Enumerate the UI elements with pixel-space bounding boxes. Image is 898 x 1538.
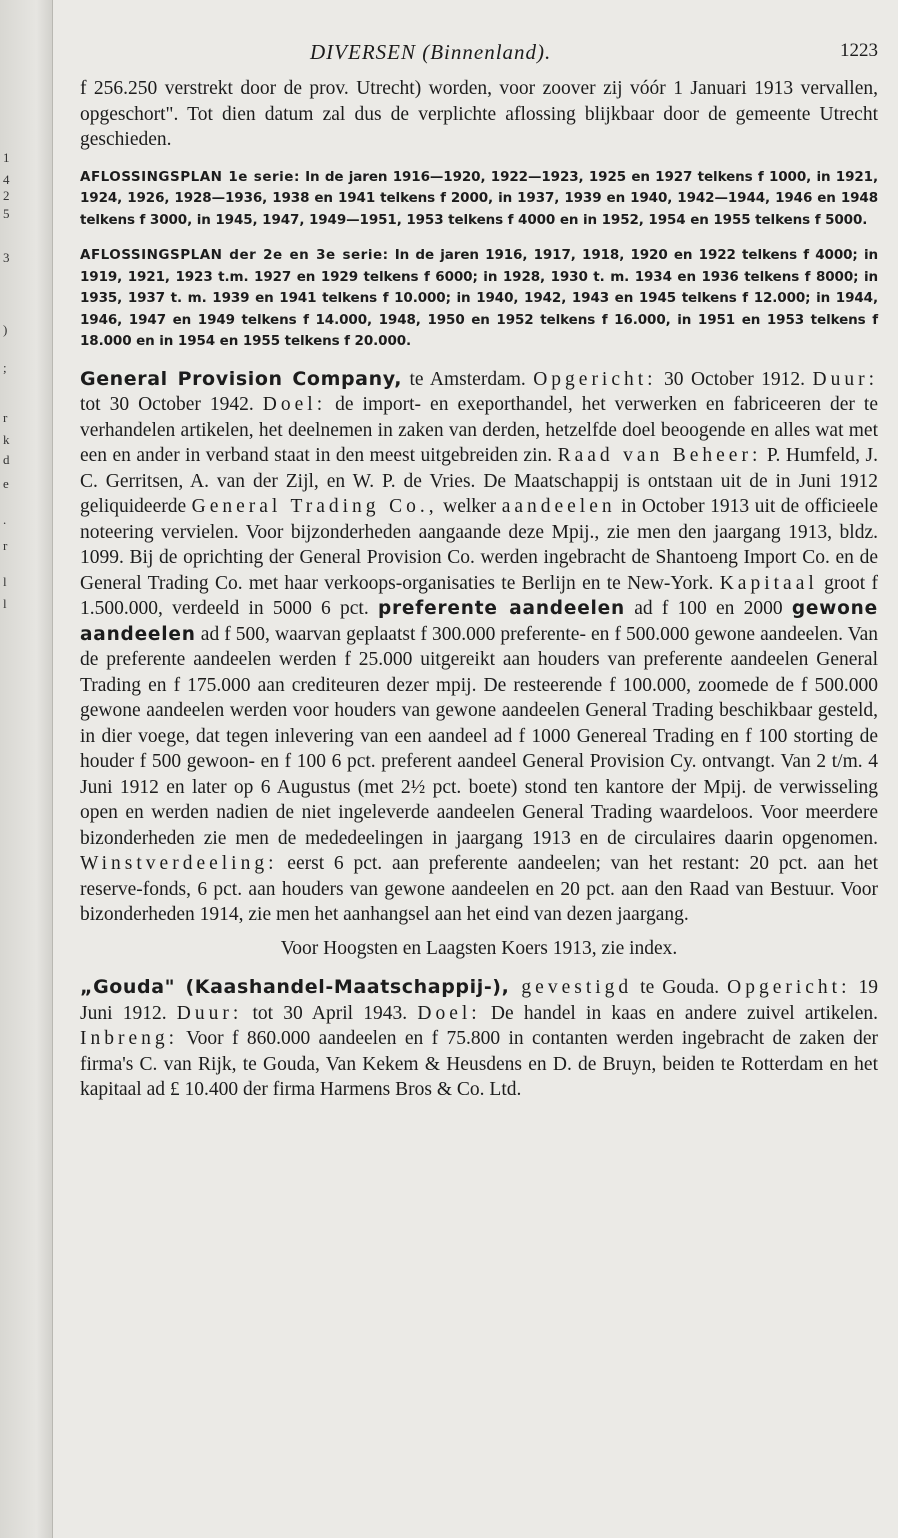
text-run: P. Humfeld, J. C. Gerritsen, A. van der Zijl, en W. P. de Vries. De Maatschappij is ontstaan uit de in Juni 1912 geliquideerde xyxy=(80,445,878,517)
plan-text: In de jaren 1916—1920, 1922—1923, 1925 en 1927 telkens f 1000, in 1921, 1924, 1926, 1928—1936, 1938 en 1941 telkens f 2000, in 1937, 1939 en 1940, 1942—1944, 1946 en 1948 telkens f 3000, in 1945, 1947, 1949—1951, 1953 telkens f 4000 en in 1952, 1954 en 1955 telkens f 5000. xyxy=(80,168,878,228)
label-inbreng: Inbreng: xyxy=(80,1028,179,1049)
text-run: eerst 6 pct. aan preferente aandeelen; van het restant: 20 pct. aan het reserve-fonds, 6 pct. aan houders van gewone aandeelen en 20 pct. aan den Raad van Bestuur. Voor bizonderheden 1914, zie men het aanhangsel aan het eind van dezen jaargang. xyxy=(80,853,878,925)
margin-glyph: r xyxy=(3,410,8,425)
page-number: 1223 xyxy=(840,40,878,61)
margin-glyph: l xyxy=(3,574,7,589)
text-run: De handel in kaas en andere zuivel artikelen. xyxy=(480,1002,878,1024)
margin-glyph: 2 xyxy=(3,188,10,203)
margin-glyph: ; xyxy=(3,360,7,375)
page-content xyxy=(80,40,878,1103)
text-run: ad f 100 en 2000 xyxy=(625,598,792,619)
entry-text xyxy=(80,975,878,1103)
plan-lead: AFLOSSINGSPLAN 1e serie: xyxy=(80,168,300,185)
entry-general-provision xyxy=(80,367,878,962)
entry-text xyxy=(80,367,878,928)
margin-glyph: r xyxy=(3,538,8,553)
margin-glyph: l xyxy=(3,596,7,611)
text-run: 19 Juni 1912. xyxy=(80,977,879,1024)
margin-glyph: 3 xyxy=(3,250,10,265)
page-gutter xyxy=(0,0,53,1538)
plan-text: In de jaren 1916, 1917, 1918, 1920 en 1922 telkens f 4000; in 1919, 1921, 1923 t.m. 1927 en 1929 telkens f 6000; in 1928, 1930 t. m. 1934 en 1936 telkens f 8000; in 1935, 1937 t. m. 1939 en 1941 telkens f 10.000; in 1940, 1942, 1943 en 1945 telkens f 12.000; in 1944, 1946, 1947 en 1949 telkens f 14.000, 1948, 1950 en 1952 telkens f 16.000, in 1951 en 1953 telkens f 18.000 en in 1954 en 1955 telkens f 20.000. xyxy=(80,247,878,349)
text-run: 30 October 1912. xyxy=(656,368,813,390)
margin-glyph: e xyxy=(3,476,9,491)
company-name: „Gouda" (Kaashandel-Maatschappij-), xyxy=(80,976,510,998)
text-run: ad f 500, waarvan geplaatst f 300.000 preferente- en f 500.000 gewone aandeelen. Van de preferente aandeelen werden f 25.000 uitgereikt aan houders van preferente aandeelen General Trading en f 175.000 aan crediteuren dezer mpij. De resteerende f 100.000, zoomede de f 500.000 gewone aandeelen werden voor houders van gewone aandeelen General Trading beschikbaar gesteld, in dier voege, dat tegen inlevering van een aandeel ad f 1000 Genereal Trading en f 100 storting de houder f 500 gewoon- en f 100 6 pct. preferent aandeel General Provision Cy. ontvangt. Van 2 t/m. 4 Juni 1912 en later op 6 Augustus (met 2½ pct. boete) stond ten kantore der Mpij. de verwisseling open en werden nadien de niet ingeleverde aandeelen General Trading waardeloos. Voor meerdere bizonderheden zie men de mededeelingen in jaargang 1913 en de circulaires daarin opgenomen. xyxy=(80,623,878,849)
text-run: de import- en exeporthandel, het verwerken en fabriceeren der te verhandelen artikelen, het deelnemen in zaken van derden, hetzelfde doel beoogende en alles wat met een en ander in verband staat in den meest uitgebreiden zin. xyxy=(80,394,878,466)
entry-gouda xyxy=(80,975,878,1103)
text-run: groot f 1.500.000, verdeeld in 5000 6 pct. xyxy=(80,572,878,619)
aflossingsplan-serie-1 xyxy=(80,167,878,232)
margin-glyph: 5 xyxy=(3,206,10,221)
text-run: te Amsterdam. xyxy=(402,368,534,390)
label-doel: Doel: xyxy=(262,394,327,415)
margin-glyph: . xyxy=(3,512,7,527)
margin-glyph: k xyxy=(3,432,10,447)
text-run: tot 30 April 1943. xyxy=(242,1002,418,1024)
running-header xyxy=(80,40,878,76)
label-duur: Duur: xyxy=(812,368,878,390)
intro-paragraph: f 256.250 verstrekt door de prov. Utrecht) worden, voor zoover zij vóór 1 Januari 1913 vervallen, opgeschort". Tot dien datum zal dus de verplichte aflossing blijkbaar door de gemeente Utrecht geschieden. xyxy=(80,78,878,150)
label-doel: Doel: xyxy=(417,1002,481,1024)
text-run: in October 1913 uit de officieele noteering vervielen. Voor bijzonderheden aangaande deze Mpij., zie men den jaargang 1913, bldz. 1099. Bij de oprichting der General Provision Co. werden ingebracht de Shantoeng Import Co. en de General Trading Co. met haar verkoops-organisaties te Berlijn en te New-York. xyxy=(80,496,878,594)
text-run: welker xyxy=(437,496,502,517)
label-opgericht: Opgericht: xyxy=(533,368,657,390)
margin-glyph: 1 xyxy=(3,150,10,165)
label-kapitaal: Kapitaal xyxy=(719,572,818,594)
aflossingsplan-serie-2-3 xyxy=(80,245,878,353)
label-raad-van-beheer: Raad van Beheer: xyxy=(557,445,762,466)
margin-glyph: ) xyxy=(3,322,8,337)
text-run: tot 30 October 1942. xyxy=(80,394,263,415)
label-aandeelen: aandeelen xyxy=(501,496,616,517)
label-gevestigd: gevestigd xyxy=(509,977,633,998)
label-winstverdeeling: Winstverdeeling: xyxy=(80,853,278,874)
label-opgericht: Opgericht: xyxy=(727,977,851,998)
label-general-trading: General Trading Co., xyxy=(191,496,438,517)
plan-lead: AFLOSSINGSPLAN der 2e en 3e serie: xyxy=(80,247,389,263)
label-preferente-aandeelen: preferente aandeelen xyxy=(377,598,625,619)
section-title: DIVERSEN (Binnenland). xyxy=(310,40,552,64)
margin-glyph: d xyxy=(3,452,10,467)
text-run: te Gouda. xyxy=(632,977,728,998)
label-gewone-aandeelen: gewone aandeelen xyxy=(80,598,878,645)
margin-glyph: 4 xyxy=(3,172,10,187)
koers-note: Voor Hoogsten en Laagsten Koers 1913, zie index. xyxy=(280,937,678,959)
company-name: General Provision Company, xyxy=(80,367,403,390)
label-duur: Duur: xyxy=(176,1002,243,1024)
text-run: Voor f 860.000 aandeelen en f 75.800 in contanten werden ingebracht de zaken der firma's C. van Rijk, te Gouda, Van Kekem & Heusdens en D. de Bruyn, beiden te Rotterdam en het kapitaal ad £ 10.400 der firma Harmens Bros & Co. Ltd. xyxy=(80,1028,878,1100)
